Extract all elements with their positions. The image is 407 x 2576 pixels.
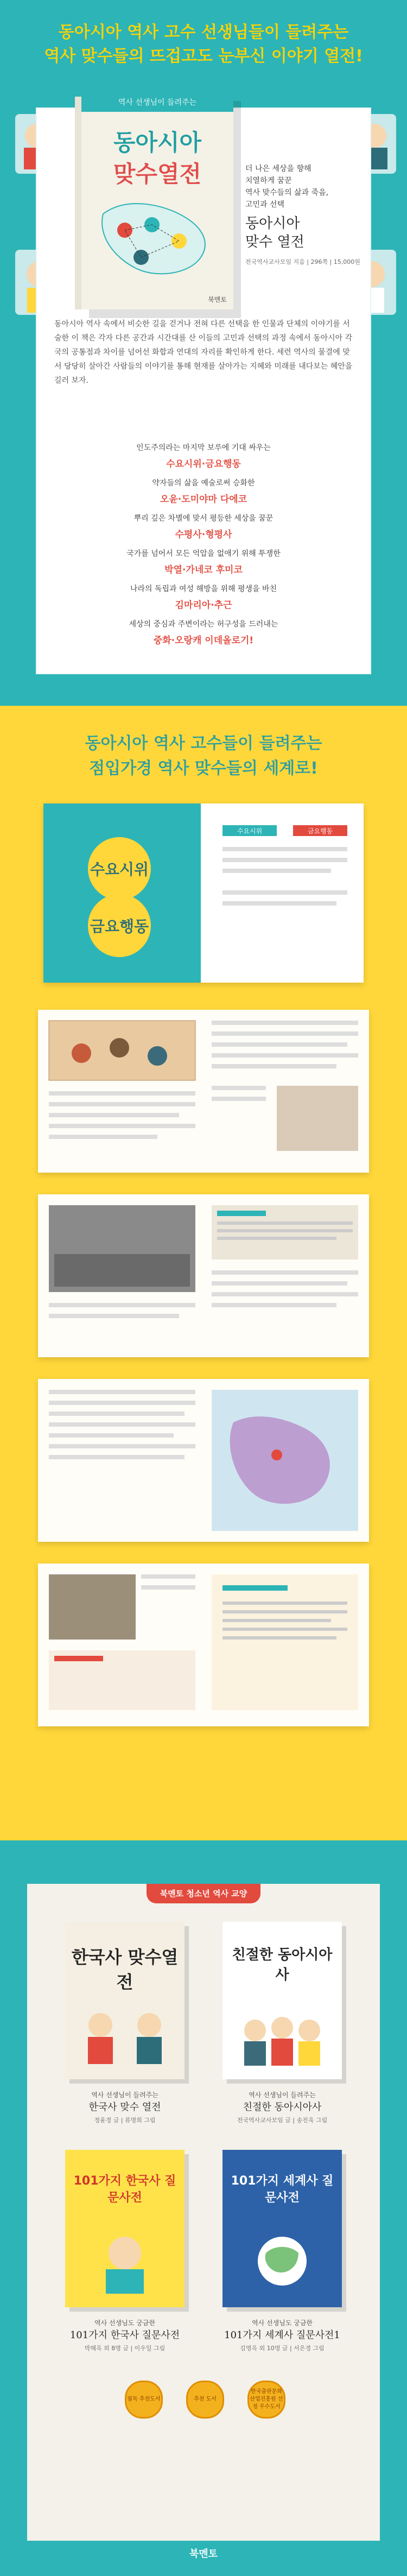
chapter-title-1: 수요시위 bbox=[90, 860, 149, 878]
list-item-highlight: 오윤·도미야마 다에코 bbox=[160, 494, 247, 505]
list-item-lead: 국가를 넘어서 모든 억압을 없애기 위해 투쟁한 bbox=[126, 549, 281, 558]
list-item-lead: 뿌리 깊은 차별에 맞서 평등한 세상을 꿈꾼 bbox=[133, 514, 274, 523]
series-badge: 북멘토 청소년 역사 교양 bbox=[147, 1884, 260, 1903]
east-asia-map-illustration bbox=[92, 192, 222, 290]
book-cover bbox=[81, 92, 233, 309]
rec-book-cover-1[interactable] bbox=[65, 1922, 185, 2079]
info-title-line1: 동아시아 bbox=[245, 216, 300, 232]
list-item-lead: 약자들의 삶을 예술로써 승화한 bbox=[152, 479, 255, 488]
preview-headline-line1: 동아시아 역사 고수들이 들려주는 bbox=[85, 734, 322, 753]
rec-book-cover-3[interactable] bbox=[65, 2150, 185, 2307]
rec-book-caption-credit: 김영옥 외 10명 글 | 서은경 그림 bbox=[240, 2345, 325, 2352]
book-title-line2: 맞수열전 bbox=[113, 161, 202, 187]
award-medal-1: 필독 추천도서 bbox=[125, 2381, 163, 2419]
figures-illustration bbox=[233, 2003, 331, 2068]
spread-photo-graphic bbox=[38, 1194, 369, 1357]
rec-book-caption-title: 101가지 세계사 질문사전1 bbox=[224, 2330, 340, 2341]
list-item-lead: 인도주의라는 마지막 보루에 기대 싸우는 bbox=[136, 444, 271, 452]
book-info-title bbox=[245, 214, 365, 251]
spread-illustration-page bbox=[38, 1010, 369, 1173]
rec-book-cover-4[interactable] bbox=[222, 2150, 342, 2307]
book-meta: 전국역사교사모임 지음 | 296쪽 | 15,000원 bbox=[245, 258, 360, 265]
hero-headline-line2: 역사 맞수들의 뜨겁고도 눈부신 이야기 열전! bbox=[44, 47, 363, 66]
rec-book-caption-credit: 정윤경 글 | 류명희 그림 bbox=[94, 2117, 156, 2124]
list-item-highlight: 수요시위·금요행동 bbox=[166, 459, 241, 470]
rec-book-caption-title: 101가지 한국사 질문사전 bbox=[69, 2330, 180, 2341]
list-item-highlight: 김마리아·추근 bbox=[175, 600, 232, 611]
rec-book-caption-title: 한국사 맞수 열전 bbox=[88, 2102, 161, 2113]
book-spine bbox=[75, 97, 81, 309]
publisher-logo: 북멘토 bbox=[189, 2548, 218, 2560]
tagline-line1: 더 나은 세상을 향해 bbox=[245, 164, 311, 173]
hero-headline-line1: 동아시아 역사 고수 선생님들이 들려주는 bbox=[58, 23, 349, 42]
rec-book-caption-credit: 박혜옥 외 8명 글 | 이우일 그림 bbox=[84, 2345, 166, 2352]
award-medal-3: 한국출판문화산업진흥원 선정 우수도서 bbox=[247, 2381, 285, 2419]
rival-list bbox=[54, 434, 353, 646]
chapter-tab-1: 수요시위 bbox=[237, 827, 263, 835]
spread-map-page bbox=[38, 1379, 369, 1542]
list-item-highlight: 중화·오랑캐 이데올로기! bbox=[153, 635, 254, 646]
figures-illustration bbox=[76, 2003, 174, 2068]
spread-photo-page bbox=[38, 1194, 369, 1357]
figures-illustration bbox=[76, 2226, 174, 2296]
book-title-line1: 동아시아 bbox=[113, 129, 202, 156]
rec-book-caption-sub: 역사 선생님이 들려주는 bbox=[249, 2091, 316, 2099]
info-title-line2: 맞수 열전 bbox=[245, 234, 304, 250]
list-item bbox=[54, 512, 353, 540]
preview-headline-line2: 점입가경 역사 맞수들의 세계로! bbox=[89, 759, 318, 778]
rec-book-cover-title: 한국사 맞수열전 bbox=[71, 1947, 179, 1992]
book-publisher: 북멘토 bbox=[208, 296, 227, 303]
list-item bbox=[54, 442, 353, 470]
spread-text-graphic bbox=[38, 1564, 369, 1726]
book-tagline bbox=[245, 163, 365, 211]
rec-book-caption-sub: 역사 선생님도 궁금한 bbox=[94, 2319, 155, 2327]
list-item-lead: 세상의 중심과 주변이라는 허구성을 드러내는 bbox=[129, 620, 278, 629]
award-medal-2: 추천 도서 bbox=[186, 2381, 224, 2419]
rec-book-cover-title: 101가지 한국사 질문사전 bbox=[73, 2174, 176, 2205]
rec-book-caption-sub: 역사 선생님도 궁금한 bbox=[252, 2319, 313, 2327]
book-description: 동아시아 역사 속에서 비슷한 길을 걷거나 전혀 다른 선택을 한 인물과 단체의 이야기를 서술한 이 책은 각자 다른 공간과 시간대를 산 이들의 고민과 선택의 과정 속에서 동아시아 각국의 공통점과 차이를 넘어선 화합과 연대의 자리를 확인하게 한다. 세련 역사의 물결에 맞서 당당히 살아간 사람들의 이야기를 통해 현재를 살아가는 지혜와 미래를 내다보는 혜안을 길러 보자. bbox=[54, 320, 353, 385]
rec-book-cover-2[interactable] bbox=[222, 1922, 342, 2079]
rec-book-cover-title: 친절한 동아시아사 bbox=[232, 1947, 333, 1983]
spread-page-graphic bbox=[38, 1010, 369, 1173]
list-item bbox=[54, 583, 353, 611]
spread-chapter-opener bbox=[43, 803, 364, 983]
rec-book-caption-title: 친절한 동아시아사 bbox=[243, 2102, 322, 2113]
list-item-highlight: 수평사·형평사 bbox=[175, 529, 232, 540]
rec-book-caption-sub: 역사 선생님이 들려주는 bbox=[91, 2091, 158, 2099]
chapter-title-2: 금요행동 bbox=[90, 917, 149, 935]
spread-text-page bbox=[38, 1564, 369, 1726]
rec-book-caption-credit: 전국역사교사모임 글 | 송진욱 그림 bbox=[237, 2117, 328, 2124]
tagline-line4: 고민과 선택 bbox=[245, 200, 285, 209]
tagline-line2: 치열하게 꿈꾼 bbox=[245, 176, 292, 185]
list-item bbox=[54, 477, 353, 505]
tagline-line3: 역사 맞수들의 삶과 죽음, bbox=[245, 188, 329, 197]
chapter-tab-2: 금요행동 bbox=[307, 827, 333, 835]
list-item-lead: 나라의 독립과 여성 해방을 위해 평생을 바친 bbox=[130, 585, 277, 593]
list-item-highlight: 박열·가네코 후미코 bbox=[164, 565, 243, 575]
rec-book-cover-title: 101가지 세계사 질문사전 bbox=[231, 2174, 334, 2205]
list-item bbox=[54, 618, 353, 646]
globe-illustration bbox=[233, 2226, 331, 2296]
list-item bbox=[54, 548, 353, 575]
spread-map-graphic bbox=[38, 1379, 369, 1542]
book-subtitle: 역사 선생님이 들려주는 bbox=[118, 98, 197, 107]
